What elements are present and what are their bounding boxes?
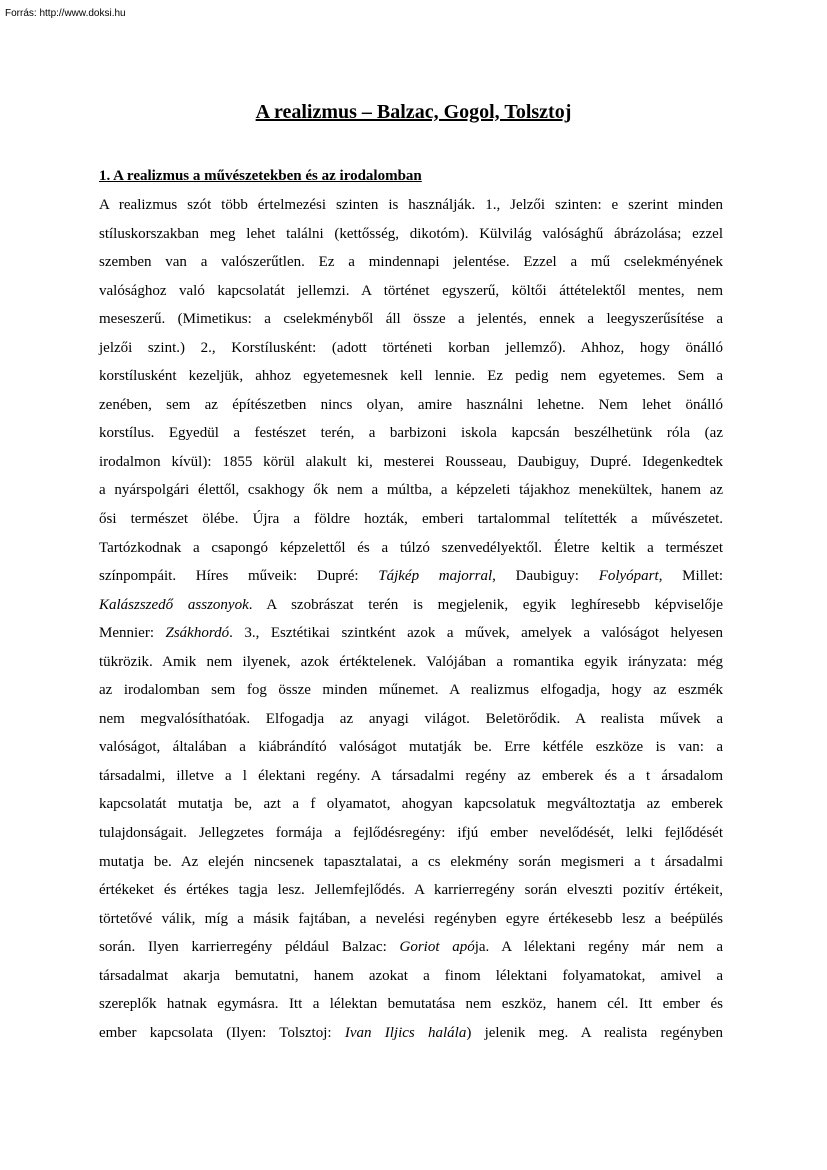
body-line-text [99, 254, 723, 270]
body-line-text [99, 540, 723, 556]
document-title: A realizmus – Balzac, Gogol, Tolsztoj [255, 101, 572, 123]
body-line-text [99, 340, 723, 356]
body-line-text [99, 625, 723, 641]
text-run: színpompáit. Híres műveik: Dupré: [99, 568, 379, 585]
body-line [99, 391, 723, 420]
text-run: Tartózkodnak a csapongó képzelettől és a túlzó szenvedélyektől. Életre keltik a természet [99, 539, 723, 556]
text-run: zenében, sem az építészetben nincs olyan, amire használni lehetne. Nem lehet önálló [99, 396, 723, 413]
body-line-text [99, 425, 723, 441]
text-run: nem megvalósíthatóak. Elfogadja az anyagi világot. Beletörődik. A realista művek a [99, 710, 723, 727]
text-run: A realizmus szót több értelmezési szinten is használják. 1., Jelzői szinten: e szerint minden [99, 197, 723, 213]
body-line [99, 562, 723, 591]
body-line [99, 505, 723, 534]
work-title: Folyópart [598, 568, 659, 585]
body-line [99, 962, 723, 991]
body-line-text [99, 597, 723, 613]
text-run: törtetővé válik, míg a másik fajtában, a nevelési regényben egyre értékesebb lesz a beépülés [99, 910, 723, 927]
body-line-text [99, 682, 723, 698]
work-title: Ivan Iljics halála [344, 1024, 467, 1041]
source-note: Forrás: http://www.doksi.hu [5, 8, 126, 19]
body-line-text [99, 796, 723, 812]
text-run: értékeket és értékes tagja lesz. Jellemfejlődés. A karrierregény során elveszti pozitív értékeit, [99, 882, 723, 899]
text-run: korstílusként kezeljük, ahhoz egyetemesnek kell lennie. Ez pedig nem egyetemes. Sem a [99, 368, 723, 385]
body-line-text [99, 226, 723, 242]
body-line [99, 733, 723, 762]
text-run: meseszerű. (Mimetikus: a cselekményből áll össze a jelentés, ennek a leegyszerűsítése a [99, 311, 723, 328]
body-line-text [99, 968, 723, 984]
text-run: társadalmi, illetve a l élektani regény. A társadalmi regény az emberek és a t ársadalom [99, 767, 723, 784]
text-run: szereplők hatnak egymásra. Itt a lélektan bemutatása nem eszköz, hanem cél. Itt ember és [99, 996, 723, 1013]
body-line-text [99, 911, 723, 927]
body-line [99, 648, 723, 677]
work-title: Zsákhordó [165, 625, 230, 642]
body-line-text [99, 825, 723, 841]
text-run: szemben van a valószerűtlen. Ez a mindennapi jelentése. Ezzel a mű cselekményének [99, 254, 723, 271]
text-run: . A szobrászat terén is megjelenik, egyik leghíresebb képviselője [248, 596, 723, 613]
body-line [99, 619, 723, 648]
body-line-text [99, 197, 723, 213]
work-title: Goriot apó [399, 939, 475, 956]
text-run: . 3., Esztétikai szintként azok a művek, amelyek a valóságot helyesen [229, 625, 724, 642]
text-run: során. Ilyen karrierregény például Balzac: [99, 939, 400, 956]
text-run: ) jelenik meg. A realista regényben [466, 1024, 723, 1041]
body-line-text [99, 397, 723, 413]
body-line-text [99, 511, 723, 527]
body-line [99, 220, 723, 249]
body-line-text [99, 939, 723, 955]
body-line-text [99, 311, 723, 327]
body-line [99, 676, 723, 705]
text-run: jelzői szint.) 2., Korstílusként: (adott történeti korban jellemző). Ahhoz, hogy önálló [99, 339, 723, 356]
body-line-text [99, 711, 723, 727]
text-run: ember kapcsolata (Ilyen: Tolsztoj: [99, 1024, 345, 1041]
text-run: kapcsolatát mutatja be, azt a f olyamatot, ahogyan kapcsolatuk megváltoztatja az emberek [99, 796, 723, 813]
text-run: a nyárspolgári élettől, csakhogy ők nem a múltba, a képzeleti tájakhoz menekültek, hanem az [99, 482, 723, 499]
body-line [99, 362, 723, 391]
body-line [99, 191, 723, 220]
body-line-text [99, 368, 723, 384]
text-run: stíluskorszakban meg lehet találni (kettősség, dikotóm). Külvilág valósághű ábrázolása; ezzel [99, 225, 723, 242]
text-run: valóságot, általában a kiábrándító valóságot mutatják be. Erre kétféle eszköze is van: a [99, 739, 723, 756]
body-line-text [99, 854, 723, 870]
text-run: Mennier: [99, 625, 166, 642]
body-line-text [99, 654, 723, 670]
text-run: valósághoz való kapcsolatát jellemzi. A történet egyszerű, költői áttételektől mentes, nem [99, 282, 723, 299]
body-line [99, 419, 723, 448]
text-run: mutatja be. Az elején nincsenek tapasztalatai, a cs elekmény során megismeri a t ársadalmi [99, 853, 723, 870]
text-run: irodalmon kívül): 1855 körül alakult ki, mesterei Rousseau, Daubiguy, Dupré. Idegenkedtek [99, 453, 723, 470]
body-line [99, 534, 723, 563]
body-text [99, 191, 723, 1047]
body-line-text [99, 1025, 723, 1041]
text-run: , Millet: [658, 568, 723, 585]
text-run: korstílus. Egyedül a festészet terén, a barbizoni iskola kapcsán beszélhetünk róla (az [99, 425, 723, 442]
body-line [99, 591, 723, 620]
body-line [99, 248, 723, 277]
body-line-text [99, 996, 723, 1012]
work-title: Tájkép majorral [378, 568, 493, 585]
text-run: az irodalomban sem fog össze minden műnemet. A realizmus elfogadja, hogy az eszmék [99, 682, 723, 699]
body-line-text [99, 568, 723, 584]
work-title: Kalászszedő asszonyok [99, 596, 249, 613]
body-line-text [99, 454, 723, 470]
text-run: társadalmat akarja bemutatni, hanem azokat a finom lélektani folyamatokat, amivel a [99, 967, 723, 984]
text-run: tükrözik. Amik nem ilyenek, azok értéktelenek. Valójában a romantika egyik irányzata: még [99, 653, 723, 670]
text-run: ősi természet ölébe. Újra a földre hozták, emberi tartalommal telítették a művészetet. [99, 511, 723, 528]
body-line [99, 876, 723, 905]
body-line-text [99, 482, 723, 498]
body-line [99, 277, 723, 306]
section-heading: 1. A realizmus a művészetekben és az irodalomban [99, 168, 422, 184]
body-line [99, 905, 723, 934]
body-line [99, 848, 723, 877]
body-line [99, 705, 723, 734]
body-line [99, 476, 723, 505]
body-line [99, 334, 723, 363]
body-line [99, 819, 723, 848]
text-run: ja. A lélektani regény már nem a [474, 939, 723, 956]
body-line-text [99, 882, 723, 898]
text-run: tulajdonságait. Jellegzetes formája a fejlődésregény: ifjú ember nevelődését, lelki fejlődését [99, 825, 723, 842]
body-line-text [99, 739, 723, 755]
body-line [99, 990, 723, 1019]
body-line-text [99, 768, 723, 784]
body-line [99, 790, 723, 819]
body-line [99, 762, 723, 791]
body-line [99, 448, 723, 477]
text-run: , Daubiguy: [492, 568, 599, 585]
body-line [99, 933, 723, 962]
body-line [99, 305, 723, 334]
body-line [99, 1019, 723, 1048]
body-line-text [99, 283, 723, 299]
